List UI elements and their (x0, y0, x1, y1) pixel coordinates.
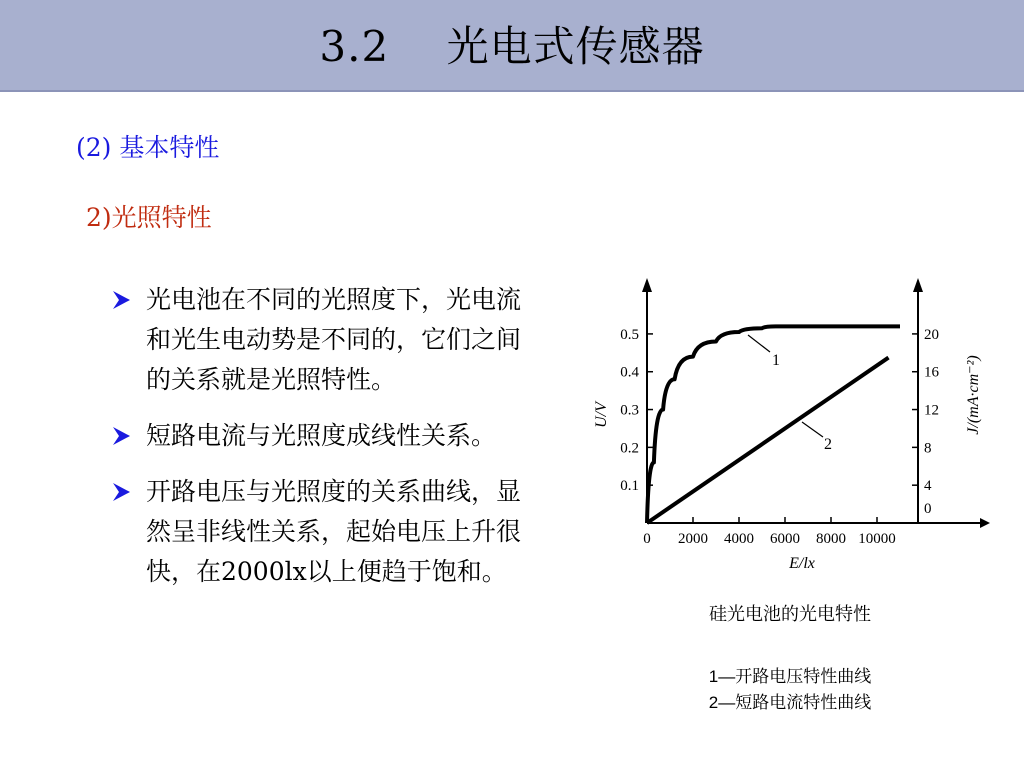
section-heading: (2) 基本特性 (76, 133, 220, 162)
y-left-tick-label: 0.4 (620, 364, 639, 381)
x-tick-label: 6000 (770, 531, 800, 547)
page-title: 3.2 光电式传感器 (319, 22, 705, 71)
bullet-item (110, 280, 530, 400)
series-2-label: 2 (824, 436, 832, 453)
arrow-bullet-icon (110, 289, 132, 311)
y-axis-left-label: U/V (593, 402, 610, 428)
y-left-tick-label: 0.1 (620, 478, 639, 495)
subsection-heading: 2)光照特性 (86, 203, 212, 232)
y-left-tick-label: 0.3 (620, 402, 639, 419)
y-right-tick-label: 8 (924, 440, 932, 457)
x-tick-label: 10000 (858, 531, 896, 547)
bullet-item (110, 416, 530, 456)
bullet-text: 开路电压与光照度的关系曲线，显然呈非线性关系，起始电压上升很快，在2000lx以上便趋于饱和。 (146, 477, 522, 586)
y-right-tick-label: 16 (924, 364, 939, 381)
bullet-text: 短路电流与光照度成线性关系。 (146, 421, 497, 450)
chart-caption: 硅光电池的光电特性 (709, 604, 871, 624)
x-tick-label: 4000 (724, 531, 754, 547)
chart-legend (640, 664, 940, 716)
legend-item-1: 1—开路电压特性曲线 (708, 667, 872, 686)
title-bar (0, 0, 1024, 92)
photo-characteristic-chart (580, 270, 990, 590)
series-2-leader (802, 422, 823, 437)
series-line-2 (647, 358, 889, 523)
y-axis-right-arrow (913, 278, 923, 292)
y-right-tick-label: 4 (924, 478, 932, 495)
x-tick-label: 2000 (678, 531, 708, 547)
x-tick-label: 0 (643, 531, 651, 547)
y-left-tick-label: 0.5 (620, 326, 639, 343)
y-axis-right-label: J/(mA·cm⁻²) (965, 355, 982, 435)
y-axis-left-arrow (642, 278, 652, 292)
y-right-tick-label: 0 (924, 501, 932, 517)
series-1-label: 1 (772, 352, 780, 369)
x-tick-label: 8000 (816, 531, 846, 547)
y-right-tick-label: 12 (924, 402, 939, 419)
legend-item-2: 2—短路电流特性曲线 (708, 693, 872, 712)
x-axis-label: E/lx (789, 555, 815, 572)
series-1-leader (748, 335, 770, 352)
x-axis-arrow (980, 518, 990, 528)
bullet-item (110, 472, 530, 592)
arrow-bullet-icon (110, 481, 132, 503)
y-right-tick-label: 20 (924, 326, 939, 343)
y-left-tick-label: 0.2 (620, 440, 639, 457)
bullet-list (110, 280, 530, 608)
arrow-bullet-icon (110, 425, 132, 447)
bullet-text: 光电池在不同的光照度下，光电流和光生电动势是不同的，它们之间的关系就是光照特性。 (146, 285, 522, 394)
